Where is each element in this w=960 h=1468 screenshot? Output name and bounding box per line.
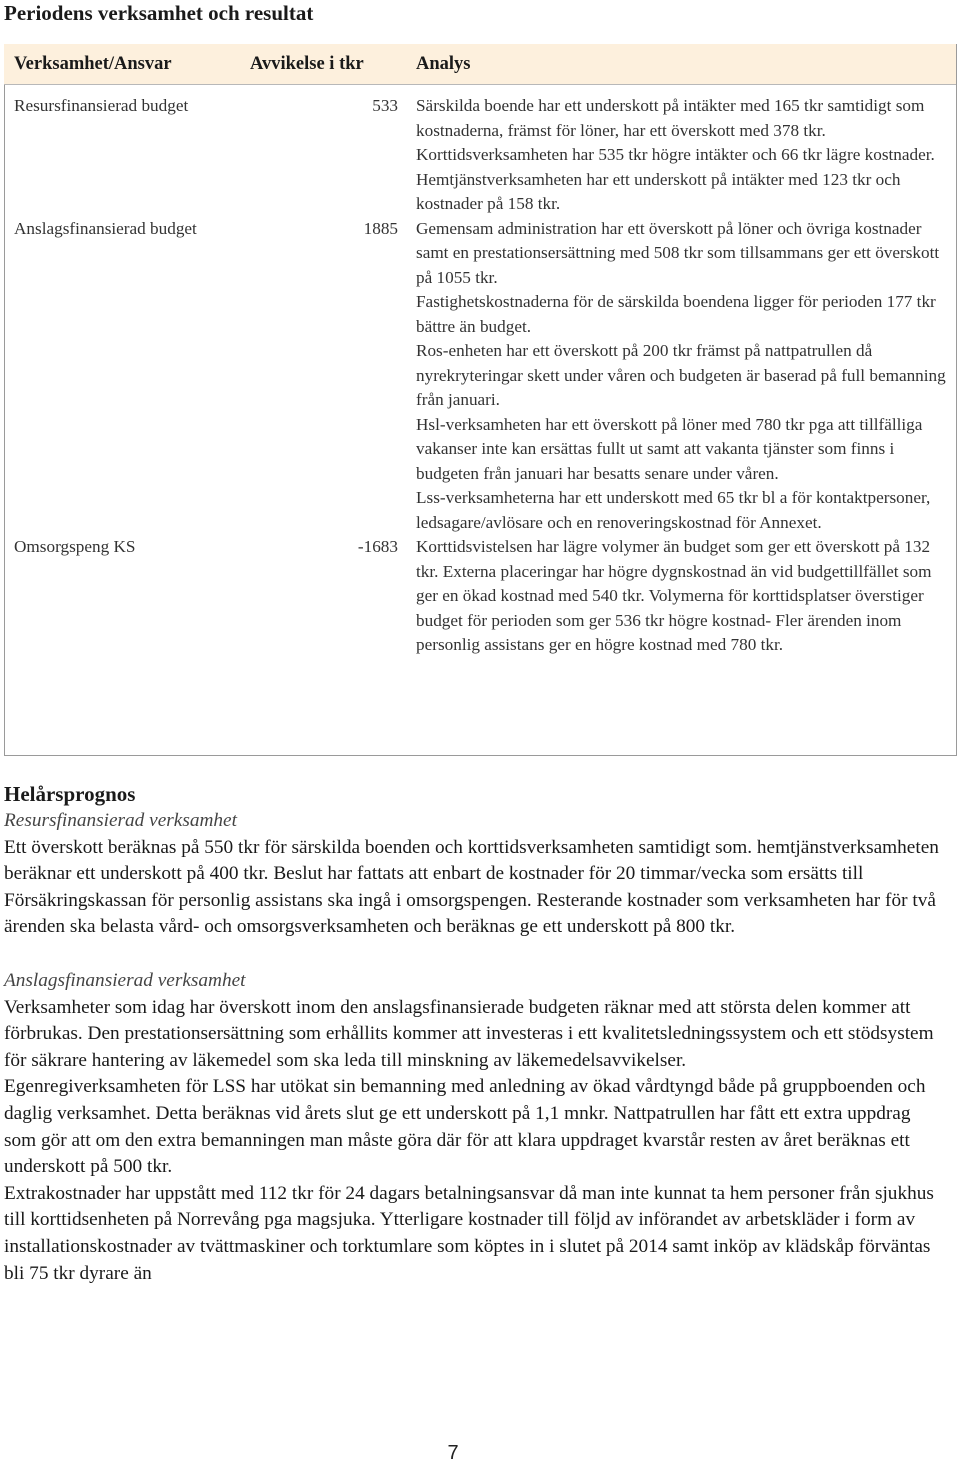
unit-cell: Omsorgspeng KS bbox=[14, 537, 136, 556]
table-header-row bbox=[4, 44, 956, 85]
header-analysis: Analys bbox=[406, 44, 956, 85]
table-row bbox=[4, 217, 956, 536]
analysis-cell bbox=[406, 217, 956, 536]
analysis-cell bbox=[406, 85, 956, 217]
analysis-paragraph: Fastighetskostnaderna för de särskilda boendena ligger för perioden 177 tkr bättre än budget. bbox=[416, 292, 936, 336]
header-deviation: Avvikelse i tkr bbox=[240, 44, 406, 85]
analysis-paragraph: Lss-verksamheterna har ett underskott med 65 tkr bl a för kontaktpersoner, ledsagare/avlösare och en renoveringskostnad för Annexet. bbox=[416, 488, 931, 532]
analysis-paragraph: Gemensam administration har ett överskott på löner och övriga kostnader samt en prestationsersättning med 508 tkr som tillsammans ger ett överskott på 1055 tkr. bbox=[416, 218, 940, 287]
grant-paragraph: Verksamheter som idag har överskott inom den anslagsfinansierade budgeten räknar med att största delen kommer att förbrukas. Den prestationsersättning som erhållits kommer att investeras i ett kvalitetsledningssystem och ett stödsystem för säkrare hantering av läkemedel som ska leda till minskning av läkemedelsavvikelser. bbox=[4, 996, 934, 1071]
deviation-cell: 533 bbox=[372, 96, 398, 115]
analysis-paragraph: Särskilda boende har ett underskott på intäkter med 165 tkr samtidigt som kostnaderna, främst för löner, har ett överskott med 378 tkr. Korttidsverksamheten har 535 tkr högre intäkter och 66 tkr lägre kostnader. bbox=[416, 96, 935, 164]
header-unit: Verksamhet/Ansvar bbox=[4, 44, 240, 85]
paragraph-gap bbox=[4, 941, 944, 968]
analysis-paragraph: Hsl-verksamheten har ett överskott på löner med 780 tkr pga att tillfälliga vakanser inte kan ersättas fullt ut samt att vakanta tjänster som finns i budgeten från januari har besatts senare under våren. bbox=[416, 414, 923, 483]
forecast-title: Helårsprognos bbox=[4, 782, 136, 806]
analysis-cell bbox=[406, 535, 956, 658]
deviation-cell: -1683 bbox=[357, 537, 398, 556]
unit-cell: Anslagsfinansierad budget bbox=[14, 218, 197, 238]
deviation-cell: 1885 bbox=[363, 218, 398, 238]
grant-subtitle: Anslagsfinansierad verksamhet bbox=[4, 969, 246, 991]
table-row bbox=[4, 85, 956, 217]
resource-paragraph: Ett överskott beräknas på 550 tkr för särskilda boenden och korttidsverksamheten samtidigt som. hemtjänstverksamheten beräknar ett underskott på 400 tkr. Beslut har fattats att enbart de kostnader för 20 timmar/vecka som ersätts till Försäkringskassan för personlig assistans ska ingå i omsorgspengen. Resterande kostnader som verksamheten har för två ärenden ska belasta vård- och omsorgsverksamheten och beräknas ge ett underskott på 800 tkr. bbox=[4, 836, 939, 938]
resource-subtitle: Resursfinansierad verksamhet bbox=[4, 810, 237, 831]
grant-paragraph: Extrakostnader har uppstått med 112 tkr för 24 dagars betalningsansvar då man inte kunnat ta hem personer från sjukhus till korttidsenheten på Norrevång pga magsjuka. Ytterligare kostnader till följd av införandet av arbetskläder i form av installationskostnader av tvättmaskiner och torktumlare som köptes in i slutet på 2014 samt inköp av klädskåp förväntas bli 75 tkr dyrare än bbox=[4, 1182, 934, 1284]
table-row bbox=[4, 535, 956, 658]
forecast-section bbox=[4, 780, 944, 1287]
analysis-paragraph: Hemtjänstverksamheten har ett underskott på intäkter med 123 tkr och kostnader på 158 tkr. bbox=[416, 169, 901, 213]
grant-paragraph: Egenregiverksamheten för LSS har utökat sin bemanning med anledning av ökad vårdtyngd både på gruppboenden och daglig verksamhet. Detta beräknas vid årets slut ge ett underskott på 1,1 mnkr. Nattpatrullen har fått ett extra uppdrag som gör att om den extra bemanningen man måste göra där för att klara uppdraget kvarstår resten av året beräknas ett underskott på 500 tkr. bbox=[4, 1076, 926, 1178]
analysis-table bbox=[4, 44, 956, 658]
section-title: Periodens verksamhet och resultat bbox=[4, 1, 314, 25]
analysis-paragraph: Ros-enheten har ett överskott på 200 tkr främst på nattpatrullen då nyrekryteringar skett under våren och budgeten är baserad på full bemanning från januari. bbox=[416, 341, 946, 409]
unit-cell: Resursfinansierad budget bbox=[14, 96, 189, 115]
page-number: 7 bbox=[447, 1442, 459, 1464]
analysis-paragraph: Korttidsvistelsen har lägre volymer än budget som ger ett överskott på 132 tkr. Externa placeringar har högre dygnskostnad än vid budgettillfället som ger en ökad kostnad med 540 tkr. Volymerna för korttidsplatser överstiger budget för perioden som ger 536 tkr högre kostnad- Fler ärenden inom personlig assistans ger en högre kostnad med 780 tkr. bbox=[416, 537, 932, 654]
